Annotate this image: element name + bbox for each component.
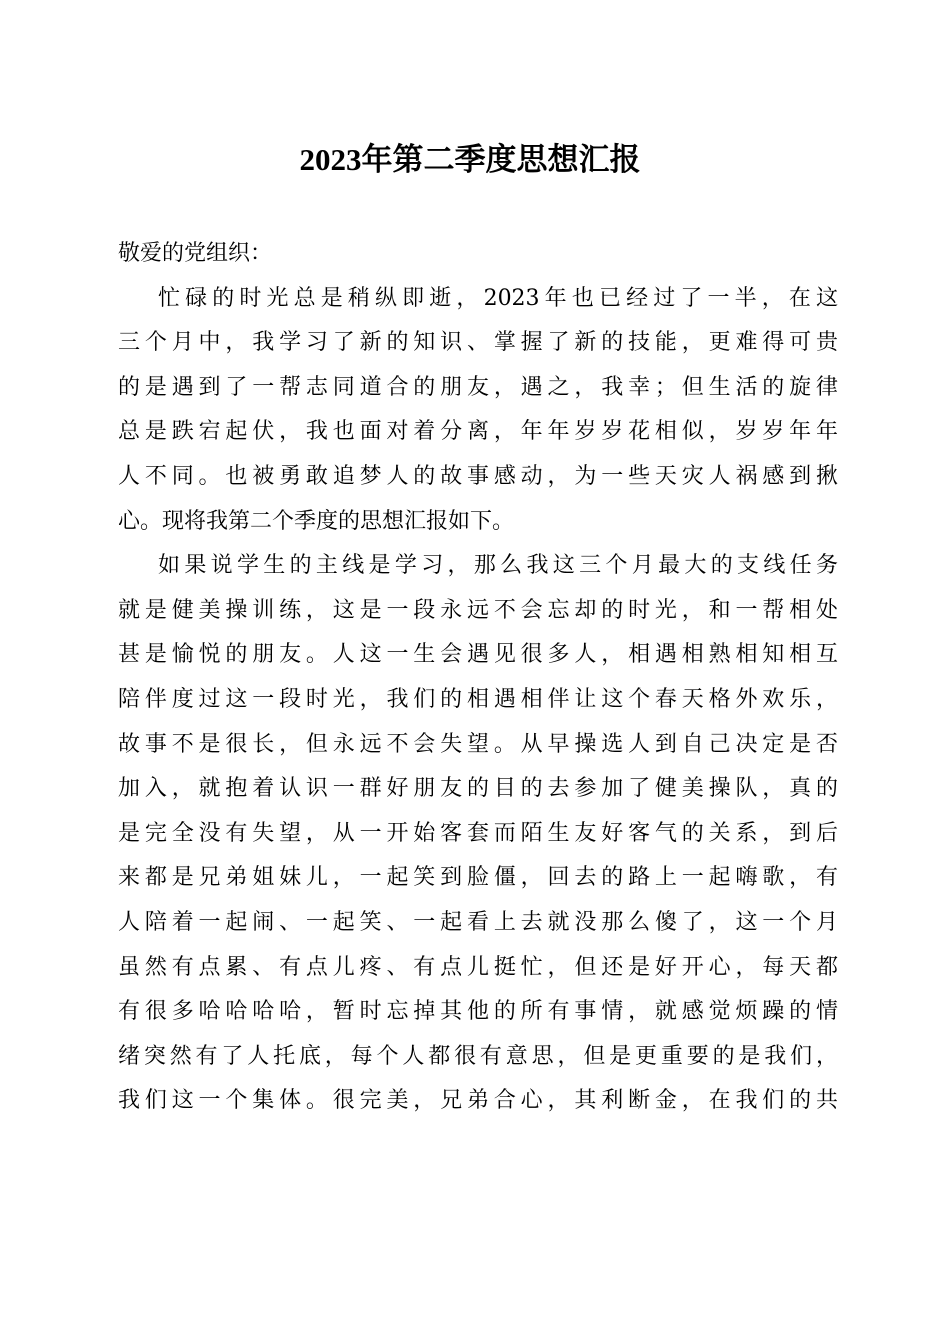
paragraph-line: 陪伴度过这一段时光，我们的相遇相伴让这个春天格外欢乐， bbox=[118, 686, 838, 712]
paragraph-line: 绪突然有了人托底，每个人都很有意思，但是更重要的是我们， bbox=[118, 1043, 838, 1069]
document-body bbox=[118, 232, 838, 1124]
paragraph-line: 有很多哈哈哈哈，暂时忘掉其他的所有事情，就感觉烦躁的情 bbox=[118, 999, 838, 1025]
salutation: 敬爱的党组织： bbox=[118, 241, 273, 266]
paragraph-line: 虽然有点累、有点儿疼、有点儿挺忙，但还是好开心，每天都 bbox=[118, 954, 838, 980]
paragraph-line: 忙碌的时光总是稍纵即逝，2023年也已经过了一半，在这 bbox=[158, 285, 838, 311]
paragraph-line: 的是遇到了一帮志同道合的朋友，遇之，我幸；但生活的旋律 bbox=[118, 374, 838, 400]
paragraph-line: 就是健美操训练，这是一段永远不会忘却的时光，和一帮相处 bbox=[118, 597, 838, 623]
paragraph-line: 来都是兄弟姐妹儿，一起笑到脸僵，回去的路上一起嗨歌，有 bbox=[118, 865, 838, 891]
paragraph-line: 加入，就抱着认识一群好朋友的目的去参加了健美操队，真的 bbox=[118, 776, 838, 802]
paragraph-line: 甚是愉悦的朋友。人这一生会遇见很多人，相遇相熟相知相互 bbox=[118, 642, 838, 668]
paragraph-line: 人陪着一起闹、一起笑、一起看上去就没那么傻了，这一个月 bbox=[118, 909, 838, 935]
paragraph-line: 是完全没有失望，从一开始客套而陌生友好客气的关系，到后 bbox=[118, 820, 838, 846]
paragraph-line: 总是跌宕起伏，我也面对着分离，年年岁岁花相似，岁岁年年 bbox=[118, 419, 838, 445]
paragraph-line: 三个月中，我学习了新的知识、掌握了新的技能，更难得可贵 bbox=[118, 330, 838, 356]
paragraph-line: 故事不是很长，但永远不会失望。从早操选人到自己决定是否 bbox=[118, 731, 838, 757]
paragraph-line: 如果说学生的主线是学习，那么我这三个月最大的支线任务 bbox=[158, 553, 838, 579]
paragraph-line: 心。现将我第二个季度的思想汇报如下。 bbox=[118, 508, 515, 534]
paragraph-line: 我们这一个集体。很完美，兄弟合心，其利断金，在我们的共 bbox=[118, 1088, 838, 1114]
document-title: 2023年第二季度思想汇报 bbox=[299, 142, 641, 177]
paragraph-line: 人不同。也被勇敢追梦人的故事感动，为一些天灾人祸感到揪 bbox=[118, 463, 838, 489]
